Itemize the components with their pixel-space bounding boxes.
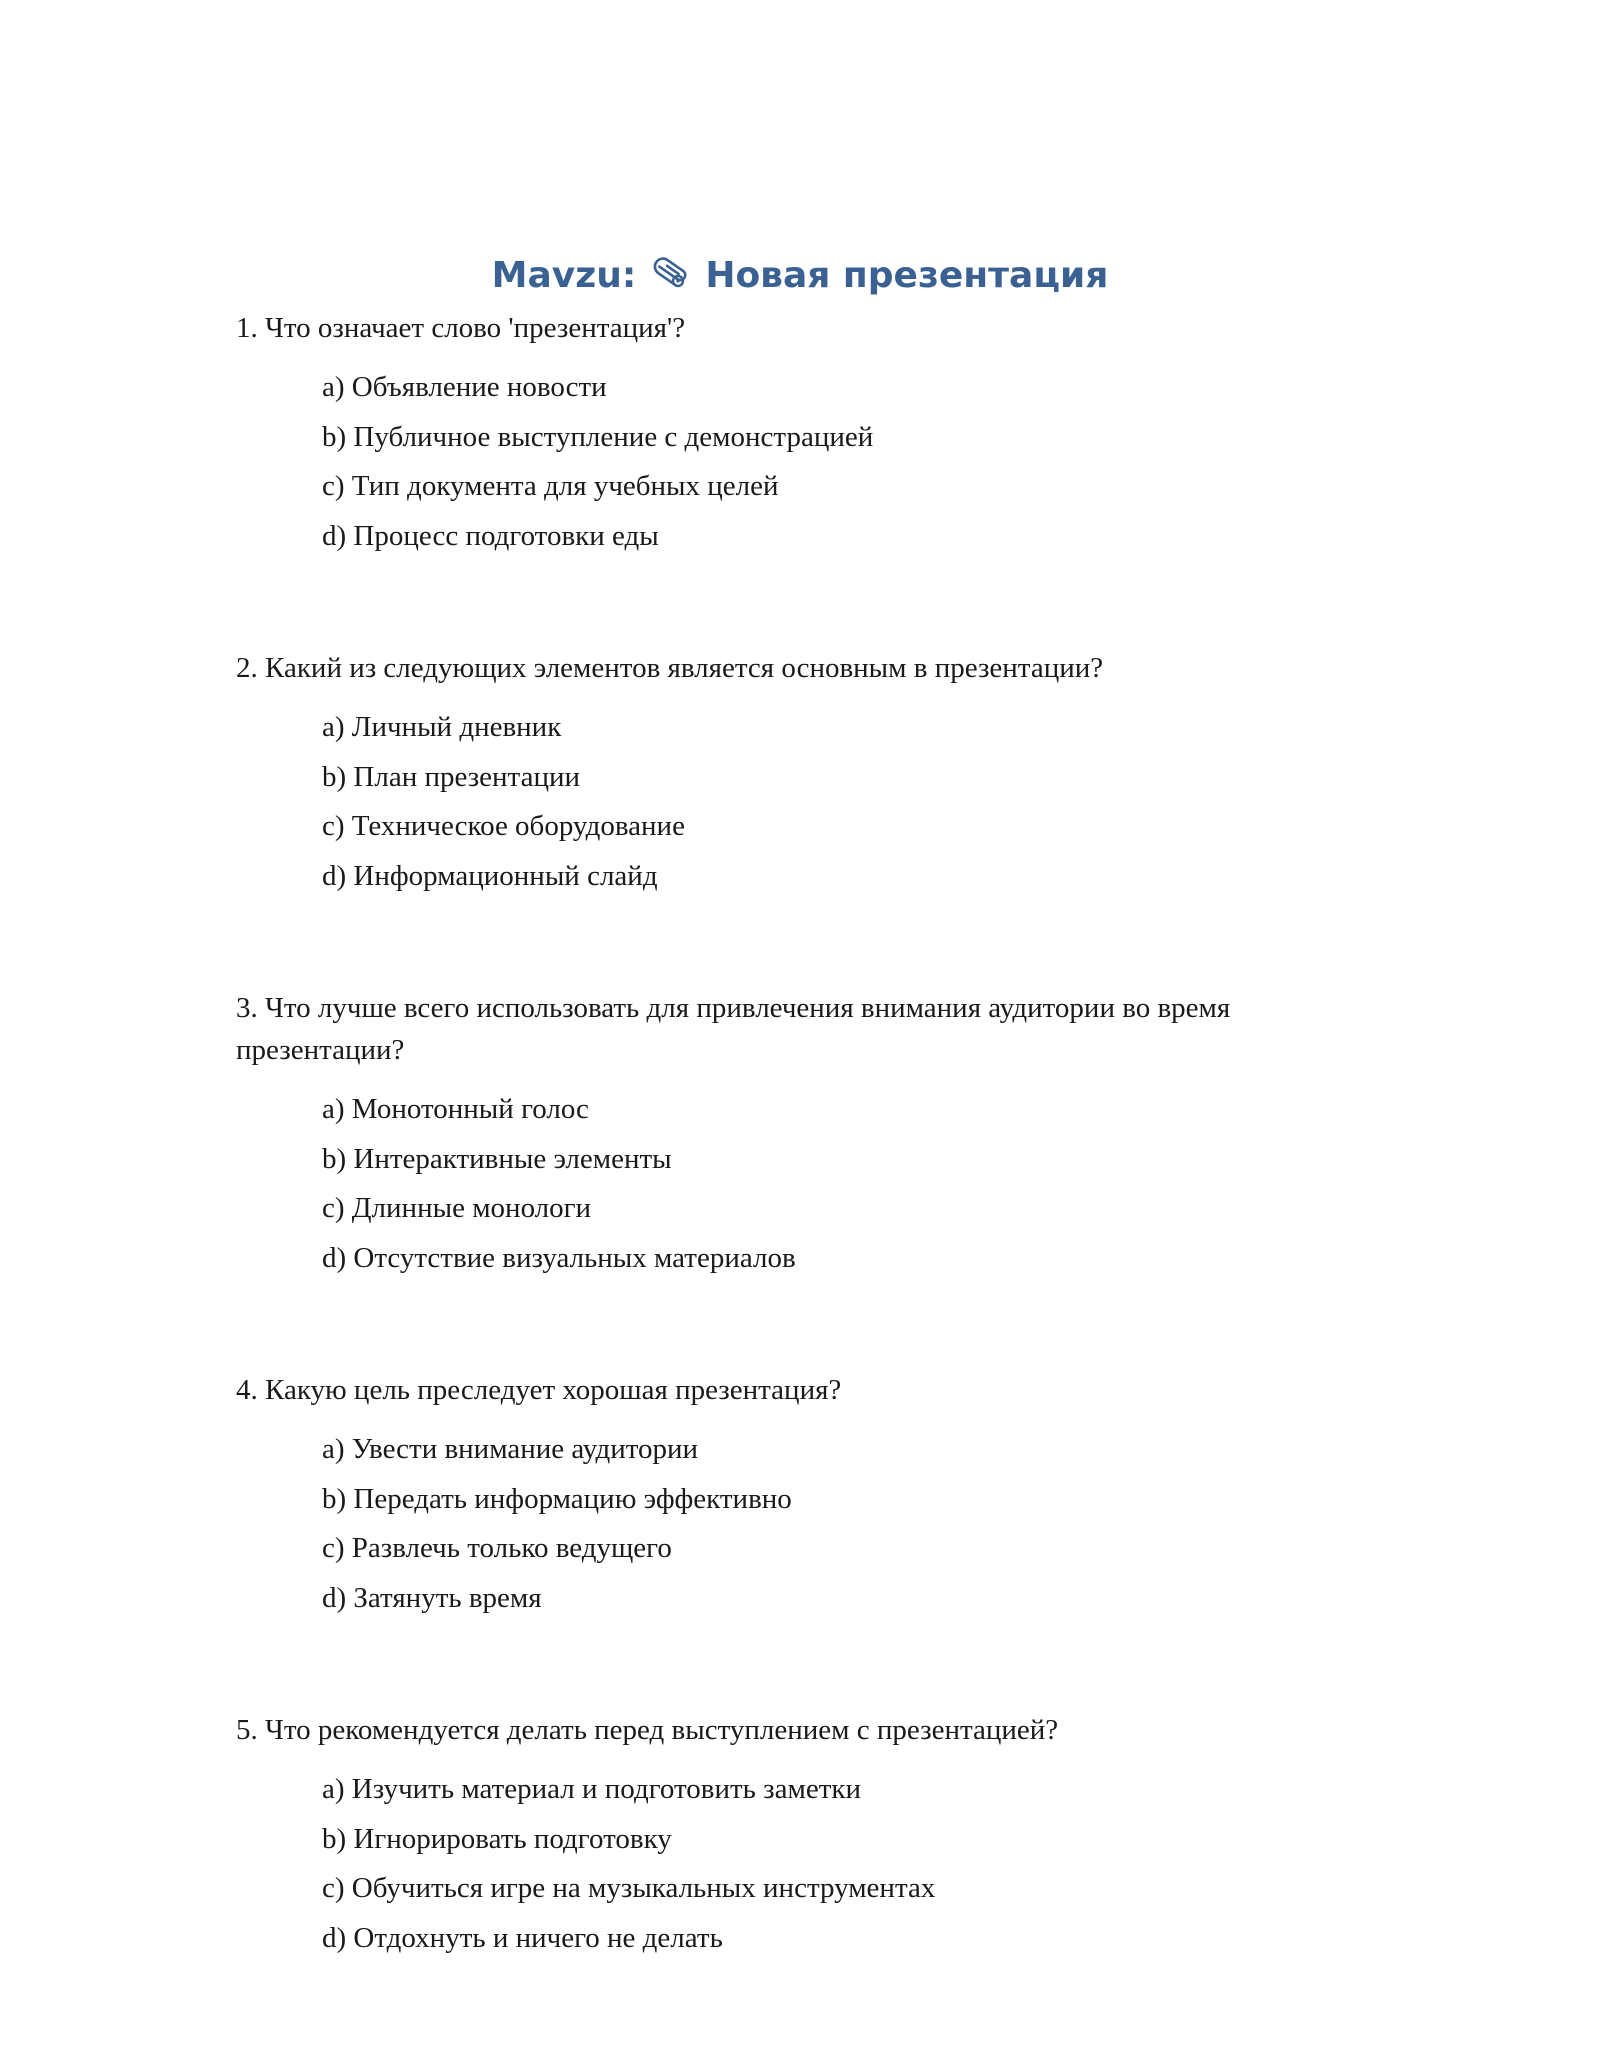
option-a: a) Объявление новости <box>322 371 607 403</box>
option-d: d) Процесс подготовки еды <box>322 519 659 552</box>
option-c: c) Тип документа для учебных целей <box>322 470 779 502</box>
option-b: b) Передать информацию эффективно <box>322 1482 792 1515</box>
option-list <box>236 1765 1396 1963</box>
question-text: 5. Что рекомендуется делать перед выступлением с презентацией? <box>236 1714 1059 1746</box>
question-text: 1. Что означает слово 'презентация'? <box>236 312 686 344</box>
option-d: d) Информационный слайд <box>322 859 658 892</box>
paperclip-icon <box>651 255 689 305</box>
option-a: a) Монотонный голос <box>322 1093 589 1125</box>
option-d: d) Отдохнуть и ничего не делать <box>322 1921 723 1954</box>
option-b: b) Публичное выступление с демонстрацией <box>322 420 874 453</box>
option-c: c) Длинные монологи <box>322 1192 592 1224</box>
question-1 <box>236 307 1396 561</box>
question-text: 4. Какую цель преследует хорошая презентация? <box>236 1374 842 1406</box>
option-list <box>236 703 1396 901</box>
question-text: 3. Что лучше всего использовать для привлечения внимания аудитории во время презентации? <box>236 992 1231 1066</box>
title-prefix: Mavzu: <box>491 255 637 296</box>
option-b: b) Интерактивные элементы <box>322 1142 672 1175</box>
option-d: d) Отсутствие визуальных материалов <box>322 1241 796 1274</box>
question-list <box>236 307 1396 2049</box>
question-5 <box>236 1709 1396 1963</box>
option-a: a) Личный дневник <box>322 711 562 743</box>
option-d: d) Затянуть время <box>322 1581 542 1614</box>
question-3 <box>236 987 1396 1283</box>
option-list <box>236 1425 1396 1623</box>
option-c: c) Развлечь только ведущего <box>322 1532 672 1564</box>
option-c: c) Техническое оборудование <box>322 810 685 842</box>
question-2 <box>236 647 1396 901</box>
page-title <box>0 251 1600 305</box>
option-list <box>236 363 1396 561</box>
question-text: 2. Какий из следующих элементов является основным в презентации? <box>236 652 1104 684</box>
option-a: a) Увести внимание аудитории <box>322 1433 699 1465</box>
option-b: b) Игнорировать подготовку <box>322 1822 672 1855</box>
option-a: a) Изучить материал и подготовить заметки <box>322 1773 861 1805</box>
option-list <box>236 1085 1396 1283</box>
title-text: Новая презентация <box>705 255 1109 296</box>
option-b: b) План презентации <box>322 760 581 793</box>
question-4 <box>236 1369 1396 1623</box>
option-c: c) Обучиться игре на музыкальных инструментах <box>322 1872 936 1904</box>
